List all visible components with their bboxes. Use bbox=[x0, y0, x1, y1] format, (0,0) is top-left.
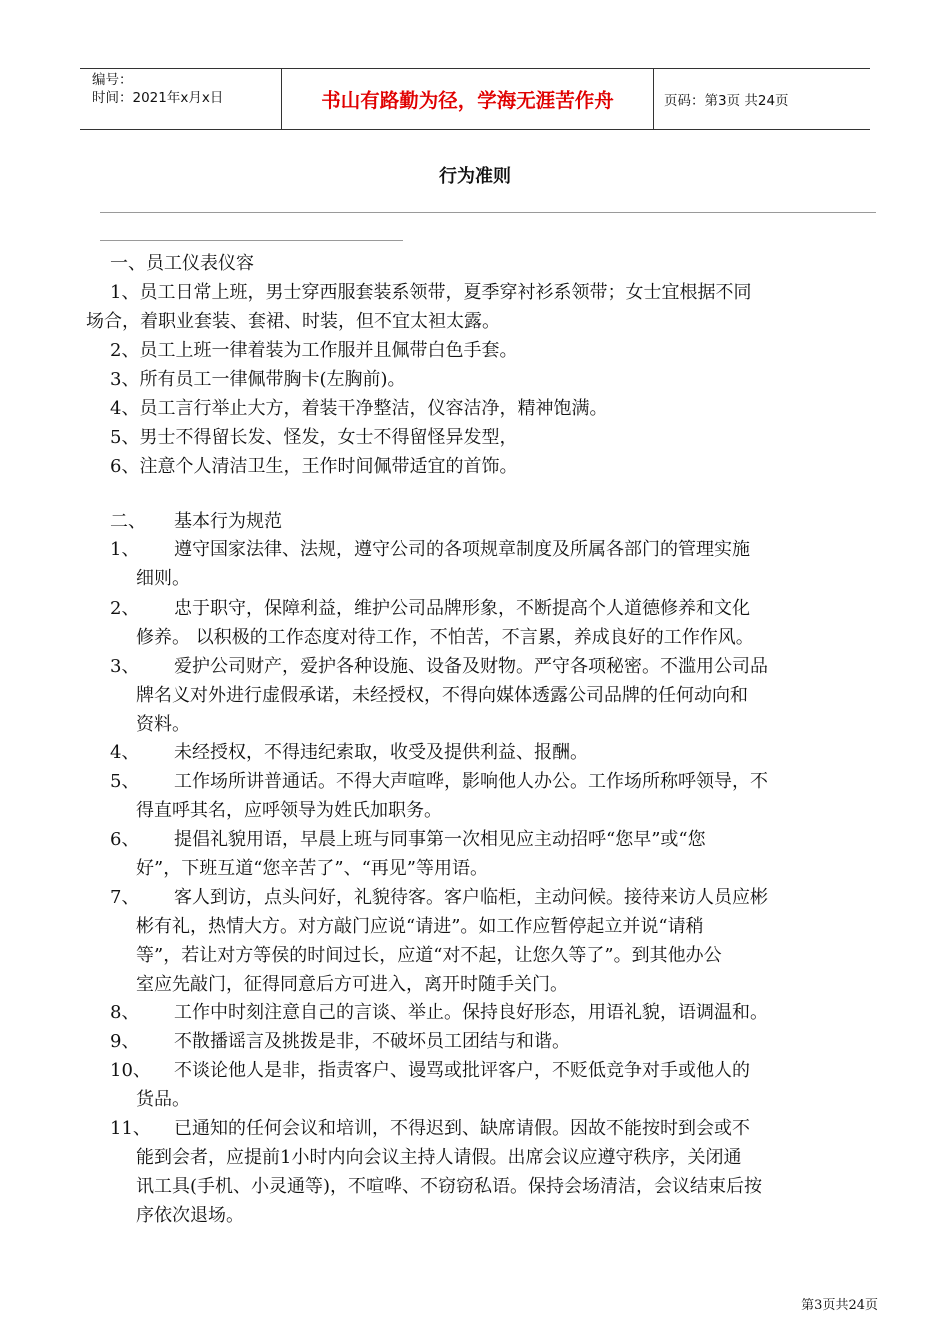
list-item-line: 彬有礼，热情大方。对方敲门应说“请进”。如工作应暂停起立并说“请稍 bbox=[136, 916, 704, 937]
list-item-line: 工作场所讲普通话。不得大声喧哗，影响他人办公。工作场所称呼领导，不 bbox=[174, 771, 768, 792]
list-item-line: 4、员工言行举止大方，着装干净整洁，仪容洁净，精神饱满。 bbox=[110, 398, 608, 419]
item-number: 6、 bbox=[110, 829, 140, 850]
list-item-line: 序依次退场。 bbox=[136, 1205, 244, 1226]
item-number: 7、 bbox=[110, 887, 140, 908]
list-item-line: 牌名义对外进行虚假承诺，未经授权，不得向媒体透露公司品牌的任何动向和 bbox=[136, 685, 748, 706]
document-header bbox=[80, 68, 870, 130]
list-item-line: 提倡礼貌用语，早晨上班与同事第一次相见应主动招呼“您早”或“您 bbox=[174, 829, 706, 850]
item-number: 4、 bbox=[110, 742, 140, 763]
divider-line bbox=[100, 212, 876, 213]
list-item-line: 好”，下班互道“您辛苦了”、“再见”等用语。 bbox=[136, 858, 489, 879]
section-heading: 一、员工仪表仪容 bbox=[110, 253, 254, 274]
list-item-line: 修养。 以积极的工作态度对待工作，不怕苦，不言累，养成良好的工作作风。 bbox=[136, 627, 754, 648]
list-item-line: 不谈论他人是非，指责客户、谩骂或批评客户，不贬低竞争对手或他人的 bbox=[174, 1060, 750, 1081]
header-info-cell bbox=[80, 69, 282, 129]
header-page-label: 页码：第3页 共24页 bbox=[664, 93, 789, 109]
time-label: 时间：2021年x月x日 bbox=[92, 90, 224, 106]
item-number: 3、 bbox=[110, 656, 140, 677]
list-item-line: 讯工具(手机、小灵通等)，不喧哗、不窃窃私语。保持会场清洁，会议结束后按 bbox=[136, 1176, 763, 1197]
list-item-line: 资料。 bbox=[136, 714, 190, 735]
list-item-line: 室应先敲门，征得同意后方可进入，离开时随手关门。 bbox=[136, 974, 568, 995]
list-item-line: 等”，若让对方等侯的时间过长，应道“对不起，让您久等了”。到其他办公 bbox=[136, 945, 722, 966]
divider-line-short bbox=[100, 240, 403, 241]
section-heading: 基本行为规范 bbox=[174, 511, 282, 532]
list-item-line: 场合，着职业套装、套裙、时装，但不宜太袒太露。 bbox=[86, 311, 500, 332]
item-number: 11、 bbox=[110, 1118, 151, 1139]
list-item-line: 细则。 bbox=[136, 568, 190, 589]
header-motto: 书山有路勤为径，学海无涯苦作舟 bbox=[282, 69, 654, 129]
list-item-line: 货品。 bbox=[136, 1089, 190, 1110]
list-item-line: 1、员工日常上班，男士穿西服套装系领带，夏季穿衬衫系领带；女士宜根据不同 bbox=[110, 282, 752, 303]
item-number: 9、 bbox=[110, 1031, 140, 1052]
list-item-line: 爱护公司财产，爱护各种设施、设备及财物。严守各项秘密。不滥用公司品 bbox=[174, 656, 768, 677]
section-heading-number: 二、 bbox=[110, 511, 146, 532]
list-item-line: 未经授权，不得违纪索取，收受及提供利益、报酬。 bbox=[174, 742, 588, 763]
list-item-line: 客人到访，点头问好，礼貌待客。客户临柜，主动问候。接待来访人员应彬 bbox=[174, 887, 768, 908]
list-item-line: 得直呼其名，应呼领导为姓氏加职务。 bbox=[136, 800, 442, 821]
item-number: 10、 bbox=[110, 1060, 151, 1081]
list-item-line: 工作中时刻注意自己的言谈、举止。保持良好形态，用语礼貌，语调温和。 bbox=[174, 1002, 768, 1023]
number-label: 编号： bbox=[92, 72, 133, 88]
item-number: 5、 bbox=[110, 771, 140, 792]
list-item-line: 6、注意个人清洁卫生，王作时间佩带适宜的首饰。 bbox=[110, 456, 518, 477]
item-number: 2、 bbox=[110, 598, 140, 619]
item-number: 8、 bbox=[110, 1002, 140, 1023]
list-item-line: 忠于职守，保障利益，维护公司品牌形象，不断提高个人道德修养和文化 bbox=[174, 598, 750, 619]
item-number: 1、 bbox=[110, 539, 140, 560]
list-item-line: 遵守国家法律、法规，遵守公司的各项规章制度及所属各部门的管理实施 bbox=[174, 539, 750, 560]
document-title: 行为准则 bbox=[439, 166, 511, 187]
list-item-line: 不散播谣言及挑拨是非，不破坏员工团结与和谐。 bbox=[174, 1031, 570, 1052]
list-item-line: 5、男士不得留长发、怪发，女士不得留怪异发型， bbox=[110, 427, 518, 448]
list-item-line: 已通知的任何会议和培训，不得迟到、缺席请假。因故不能按时到会或不 bbox=[174, 1118, 750, 1139]
list-item-line: 2、员工上班一律着装为工作服并且佩带白色手套。 bbox=[110, 340, 518, 361]
page-footer: 第3页共24页 bbox=[801, 1298, 878, 1313]
list-item-line: 3、所有员工一律佩带胸卡(左胸前)。 bbox=[110, 369, 406, 390]
list-item-line: 能到会者，应提前1小时内向会议主持人请假。出席会议应遵守秩序，关闭通 bbox=[136, 1147, 742, 1168]
